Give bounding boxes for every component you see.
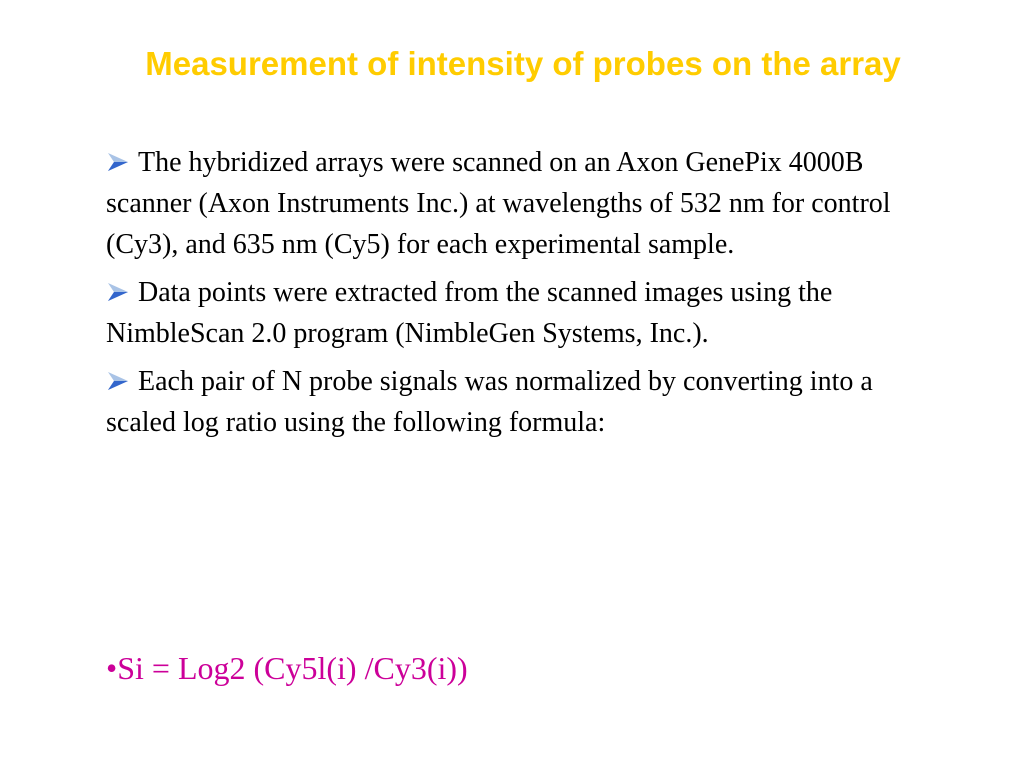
bullet-text: The hybridized arrays were scanned on an Axon GenePix 4000B scanner (Axon Instruments Inc.) at wavelengths of 532 nm for control (Cy3), and 635 nm (Cy5) for each experimental sample. <box>106 147 891 260</box>
arrow-bullet-icon <box>106 371 130 391</box>
bullet-text: Each pair of N probe signals was normalized by converting into a scaled log ratio using the following formula: <box>106 366 873 438</box>
arrow-bullet-icon <box>106 152 130 172</box>
formula: •Si = Log2 (Cy5l(i) /Cy3(i)) <box>106 650 468 686</box>
bullet-item-extraction <box>106 272 936 354</box>
bullet-item-scanning <box>106 142 936 265</box>
bullet-list <box>106 142 936 450</box>
bullet-text: Data points were extracted from the scanned images using the NimbleScan 2.0 program (NimbleGen Systems, Inc.). <box>106 277 833 349</box>
slide-title: Measurement of intensity of probes on the array <box>145 45 901 82</box>
arrow-bullet-icon <box>106 282 130 302</box>
bullet-item-normalization <box>106 361 936 443</box>
